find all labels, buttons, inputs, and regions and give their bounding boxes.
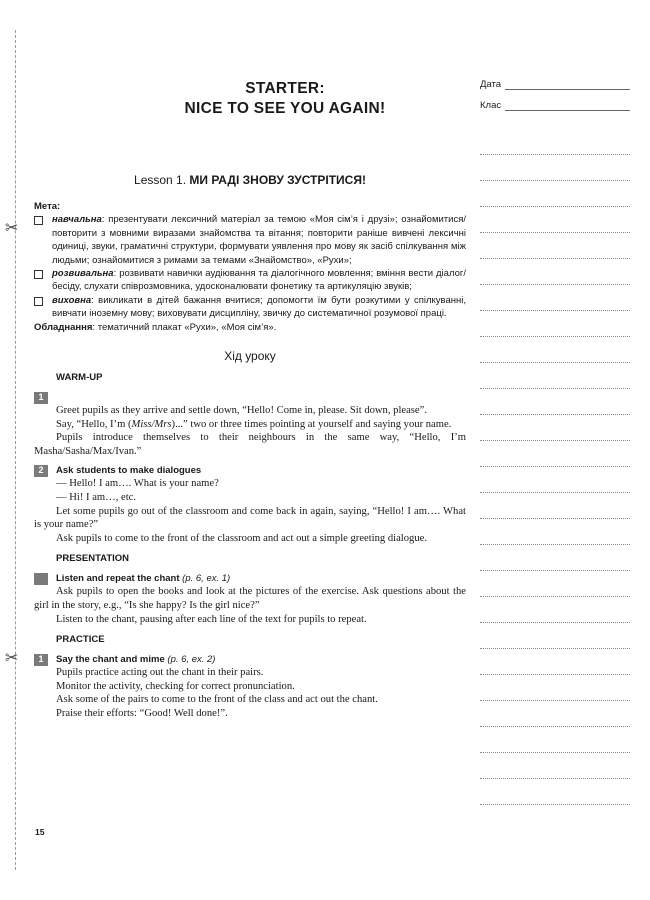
note-line [480,648,630,649]
cut-line [15,30,16,870]
note-line [480,596,630,597]
equipment [34,321,466,334]
note-line [480,362,630,363]
date-line [505,78,630,90]
class-label: Клас [480,100,502,111]
note-line [480,570,630,571]
activity-line: Praise their efforts: “Good! Well done!”. [56,707,228,719]
section-heading-warmup: WARM-UP [56,372,103,384]
goal-text [52,294,466,321]
activity-paragraph: Listen to the chant, pausing after each line of the text for pupils to repeat. [56,613,367,625]
course-heading: Хід уроку [224,349,276,364]
goal-item [34,294,466,321]
note-line [480,492,630,493]
checkbox-square-icon [34,297,43,306]
note-line [480,388,630,389]
date-field[interactable] [480,78,630,90]
activity-line: Pupils practice acting out the chant in their pairs. [56,667,264,679]
page-number: 15 [35,827,45,837]
goal-name: розвивальна [52,268,114,280]
activity-reference: (p. 6, ex. 1) [182,573,231,585]
scissors-icon: ✂ [5,218,19,237]
activity-paragraph: Let some pupils go out of the classroom and come back in again, saying, “Hello! I am…. What is your name?” [34,505,466,531]
note-line [480,440,630,441]
goal-description: : презентувати лексичний матеріал за темою «Моя сім’я і друзі»; ознайомитися/повторити з мовними виразами знайомства та вітання; повторити раніше вивчені лексичні одиниці, звуки, граматичні структури, формувати уявлення про мову як засіб спілкування між людьми; ознайомитися з римами за темами «Знайомство», «Рухи»; [52,214,466,266]
note-line [480,700,630,701]
activity-paragraph: Ask pupils to come to the front of the classroom and act out a simple greeting dialogue. [56,532,427,544]
dialogue-line: — Hi! I am…, etc. [56,492,137,504]
note-line [480,622,630,623]
text-run: Say, “Hello, I’m ( [56,418,132,430]
note-line [480,726,630,727]
note-line [480,336,630,337]
activity-header [34,464,466,477]
note-line [480,232,630,233]
note-line [480,804,630,805]
goal-description: : розвивати навички аудіювання та діалогічного мовлення; вміння вести діалог/бесіду, слухати співрозмовника, удосконалювати фонетику та артикуляцію звуків; [52,268,466,293]
note-line [480,310,630,311]
note-line [480,466,630,467]
equipment-text: : тематичний плакат «Рухи», «Моя сім’я». [92,321,277,333]
activity-line: Monitor the activity, checking for correct pronunciation. [56,680,295,692]
note-line [480,674,630,675]
activity-label: Say the chant and mime [56,653,165,665]
activity-line: Ask some of the pairs to come to the front of the class and act out the chant. [56,694,378,706]
activity-paragraph: Greet pupils as they arrive and settle down, “Hello! Come in, please. Sit down, please”. [56,405,427,417]
activity-paragraph: Ask pupils to open the books and look at the pictures of the exercise. Ask questions about the girl in the story, e.g., “Is she happy? Is the girl nice?” [34,586,466,611]
title-line-1: STARTER: [245,80,325,97]
activity-label: Listen and repeat the chant [56,573,180,585]
note-line [480,414,630,415]
activity-paragraph [34,418,466,432]
goal-text [52,213,466,267]
activity-header [34,653,466,666]
activity-number: 2 [34,465,48,477]
note-line [480,544,630,545]
note-line [480,154,630,155]
activity-body [34,585,466,626]
text-run-italic: Miss/Mrs [131,418,172,430]
text-run: )...” two or three times pointing at yourself and saying your name. [171,418,452,430]
note-line [480,284,630,285]
goal-name: навчальна [52,214,102,226]
activity-body [34,477,466,545]
note-line [480,518,630,519]
checkbox-square-icon [34,270,43,279]
activity-marker [34,573,48,585]
activity-number: 1 [34,654,48,666]
section-heading-practice: PRACTICE [56,634,105,646]
equipment-label: Обладнання [34,321,93,333]
class-field[interactable] [480,99,630,111]
class-line [505,99,630,111]
goals-heading: Мета: [34,201,61,212]
activity-body [34,666,466,720]
lesson-plan [34,172,466,721]
note-line [480,258,630,259]
lesson-name: МИ РАДІ ЗНОВУ ЗУСТРІТИСЯ! [189,173,366,187]
page-title [170,79,400,119]
goal-name: виховна [52,294,92,306]
goal-item [34,213,466,267]
note-line [480,180,630,181]
date-label: Дата [480,79,502,90]
title-line-2: NICE TO SEE YOU AGAIN! [184,100,386,117]
note-line [480,206,630,207]
lesson-heading [34,172,466,188]
activity-number: 1 [34,392,48,404]
note-line [480,778,630,779]
note-line [480,752,630,753]
goal-text [52,267,466,294]
activity-label: Ask students to make dialogues [56,465,202,477]
lesson-prefix: Lesson 1. [134,173,187,187]
checkbox-square-icon [34,216,43,225]
activity-reference: (p. 6, ex. 2) [167,653,216,665]
activity-body [34,404,466,458]
activity-header [34,391,466,404]
dialogue-line: — Hello! I am…. What is your name? [56,478,219,490]
activity-header [34,572,466,585]
section-heading-presentation: PRESENTATION [56,553,130,565]
date-class-fields [480,78,630,120]
goal-description: : викликати в дітей бажання вчитися; допомогти їм бути розкутими у спілкуванні, вивчати іноземну мову; виховувати дисципліну, звичку до систематичної розумової праці. [52,294,466,320]
activity-paragraph: Pupils introduce themselves to their neighbours in the same way, “Hello, I’m Masha/Sasha/Max/Ivan.” [34,432,466,457]
goal-item [34,267,466,294]
scissors-icon: ✂ [5,648,19,667]
